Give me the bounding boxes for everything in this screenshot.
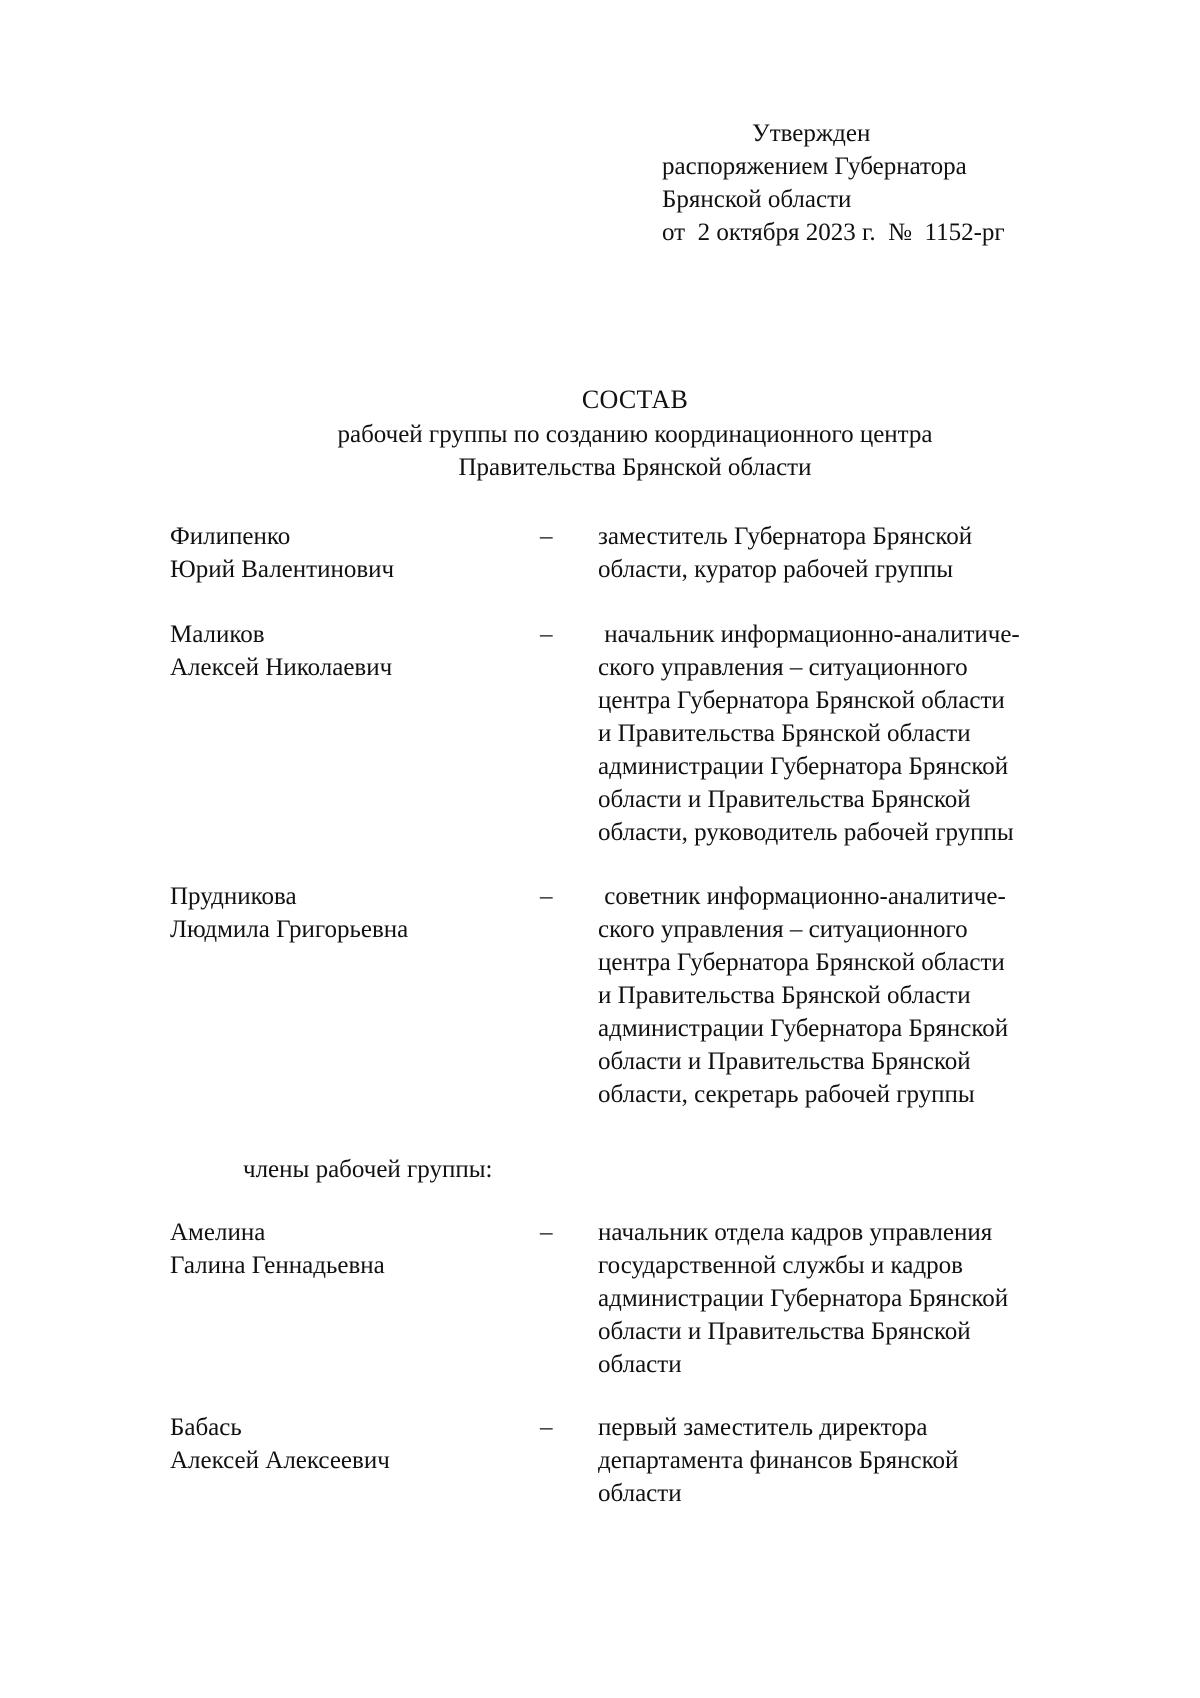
role-line: центра Губернатора Брянской области bbox=[598, 687, 1005, 714]
member-role bbox=[598, 618, 1078, 849]
member-role bbox=[598, 1411, 1078, 1510]
dash-separator: – bbox=[540, 1219, 553, 1246]
approval-line: распоряжением Губернатора bbox=[662, 153, 967, 180]
role-line: области bbox=[598, 1351, 682, 1378]
approval-line: Брянской области bbox=[662, 186, 852, 213]
member-role bbox=[598, 880, 1078, 1111]
role-line: заместитель Губернатора Брянской bbox=[598, 523, 973, 550]
member-given-name: Юрий Валентинович bbox=[170, 556, 395, 583]
member-name bbox=[170, 520, 530, 586]
role-line: советник информационно-аналитиче- bbox=[598, 883, 1006, 910]
role-line: области bbox=[598, 1480, 682, 1507]
member-name bbox=[170, 1411, 530, 1477]
role-line: администрации Губернатора Брянской bbox=[598, 753, 1009, 780]
dash-separator: – bbox=[540, 523, 553, 550]
role-line: государственной службы и кадров bbox=[598, 1252, 963, 1279]
role-line: области и Правительства Брянской bbox=[598, 1318, 971, 1345]
role-line: ского управления – ситуационного bbox=[598, 654, 968, 681]
member-surname: Филипенко bbox=[170, 523, 291, 550]
members-section-label: члены рабочей группы: bbox=[243, 1156, 493, 1183]
member-name bbox=[170, 1216, 530, 1282]
member-given-name: Алексей Николаевич bbox=[170, 654, 393, 681]
member-given-name: Алексей Алексеевич bbox=[170, 1447, 390, 1474]
title-subline: Правительства Брянской области bbox=[458, 454, 812, 481]
role-line: начальник информационно-аналитиче- bbox=[598, 621, 1020, 648]
role-line: и Правительства Брянской области bbox=[598, 982, 971, 1009]
role-line: и Правительства Брянской области bbox=[598, 720, 971, 747]
member-surname: Амелина bbox=[170, 1219, 266, 1246]
role-line: области, секретарь рабочей группы bbox=[598, 1081, 975, 1108]
member-given-name: Людмила Григорьевна bbox=[170, 916, 409, 943]
title-heading: СОСТАВ bbox=[581, 385, 689, 414]
role-line: ского управления – ситуационного bbox=[598, 916, 968, 943]
role-line: начальник отдела кадров управления bbox=[598, 1219, 993, 1246]
role-line: области, руководитель рабочей группы bbox=[598, 819, 1014, 846]
dash-separator: – bbox=[540, 1414, 553, 1441]
title-subline: рабочей группы по созданию координационного центра bbox=[337, 421, 933, 448]
dash-separator: – bbox=[540, 621, 553, 648]
member-name bbox=[170, 618, 530, 684]
member-surname: Маликов bbox=[170, 621, 265, 648]
role-line: первый заместитель директора bbox=[598, 1414, 928, 1441]
member-surname: Бабась bbox=[170, 1414, 242, 1441]
dash-separator: – bbox=[540, 883, 553, 910]
approval-stamp bbox=[662, 117, 1122, 249]
approval-date-number: от 2 октября 2023 г. № 1152-рг bbox=[662, 219, 1005, 246]
approval-line: Утвержден bbox=[752, 120, 871, 147]
member-role bbox=[598, 1216, 1078, 1381]
document-title bbox=[0, 383, 1200, 484]
member-name bbox=[170, 880, 530, 946]
role-line: администрации Губернатора Брянской bbox=[598, 1015, 1009, 1042]
role-line: центра Губернатора Брянской области bbox=[598, 949, 1005, 976]
member-given-name: Галина Геннадьевна bbox=[170, 1252, 385, 1279]
member-surname: Прудникова bbox=[170, 883, 297, 910]
role-line: области, куратор рабочей группы bbox=[598, 556, 954, 583]
role-line: департамента финансов Брянской bbox=[598, 1447, 959, 1474]
role-line: области и Правительства Брянской bbox=[598, 1048, 971, 1075]
role-line: администрации Губернатора Брянской bbox=[598, 1285, 1009, 1312]
member-role bbox=[598, 520, 1078, 586]
role-line: области и Правительства Брянской bbox=[598, 786, 971, 813]
